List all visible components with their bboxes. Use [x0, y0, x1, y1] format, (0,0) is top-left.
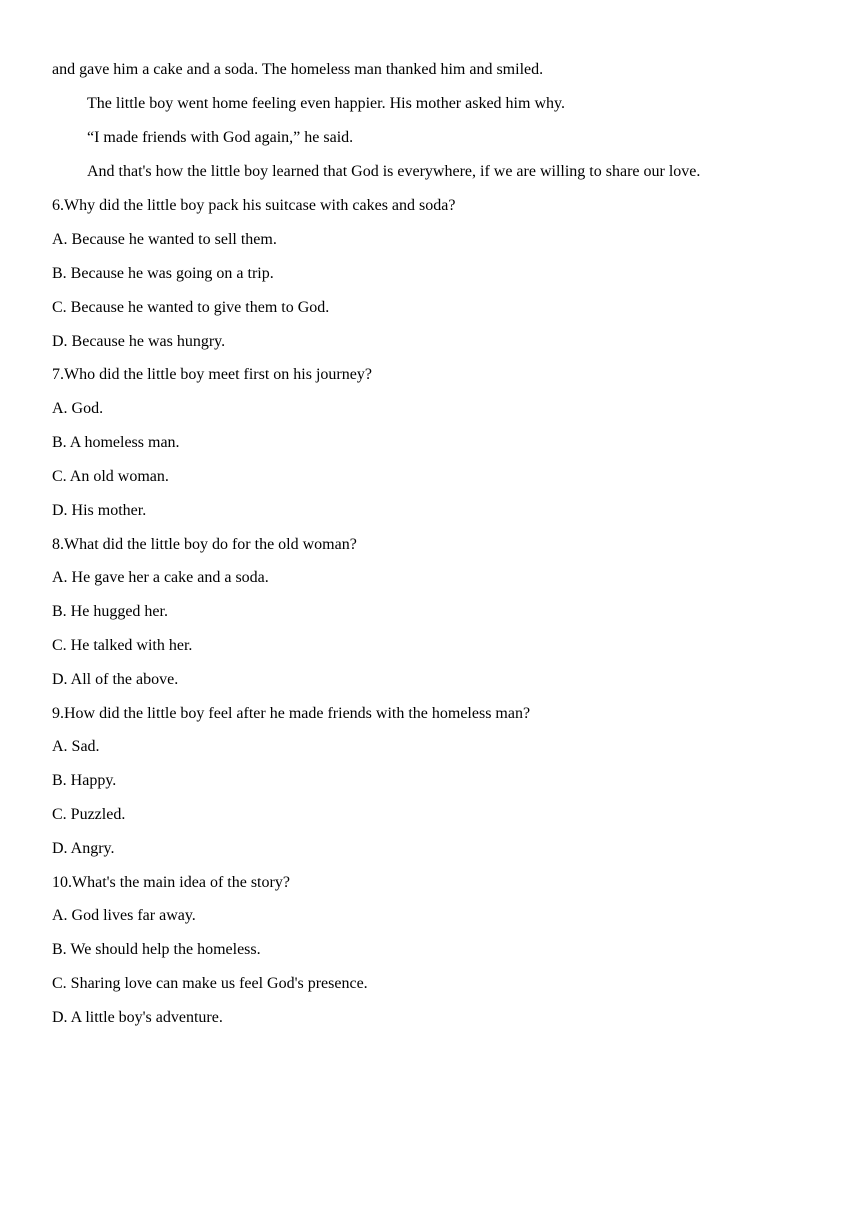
answer-option: D. A little boy's adventure. [52, 1009, 223, 1026]
answer-option: C. Puzzled. [52, 806, 126, 823]
answer-option: A. He gave her a cake and a soda. [52, 569, 269, 586]
answer-option: B. A homeless man. [52, 434, 180, 451]
answer-option: B. Because he was going on a trip. [52, 265, 274, 282]
question-stem: 6.Why did the little boy pack his suitcase with cakes and soda? [52, 197, 456, 214]
passage-line: And that's how the little boy learned that God is everywhere, if we are willing to share our love. [87, 163, 701, 180]
passage-line: The little boy went home feeling even happier. His mother asked him why. [87, 95, 565, 112]
answer-option: A. Sad. [52, 738, 100, 755]
answer-option: D. His mother. [52, 502, 147, 519]
answer-option: D. All of the above. [52, 671, 179, 688]
question-stem: 8.What did the little boy do for the old woman? [52, 536, 357, 553]
question-stem: 9.How did the little boy feel after he made friends with the homeless man? [52, 705, 531, 722]
answer-option: B. He hugged her. [52, 603, 168, 620]
answer-option: D. Angry. [52, 840, 115, 857]
answer-option: C. Because he wanted to give them to God. [52, 299, 330, 316]
answer-option: A. Because he wanted to sell them. [52, 231, 277, 248]
question-stem: 7.Who did the little boy meet first on his journey? [52, 366, 372, 383]
answer-option: A. God lives far away. [52, 907, 196, 924]
answer-option: A. God. [52, 400, 104, 417]
answer-option: C. An old woman. [52, 468, 169, 485]
answer-option: D. Because he was hungry. [52, 333, 226, 350]
answer-option: C. He talked with her. [52, 637, 193, 654]
question-stem: 10.What's the main idea of the story? [52, 874, 290, 891]
passage-line: “I made friends with God again,” he said. [87, 129, 354, 146]
passage-line: and gave him a cake and a soda. The homeless man thanked him and smiled. [52, 61, 544, 78]
answer-option: B. We should help the homeless. [52, 941, 261, 958]
answer-option: C. Sharing love can make us feel God's presence. [52, 975, 368, 992]
answer-option: B. Happy. [52, 772, 117, 789]
